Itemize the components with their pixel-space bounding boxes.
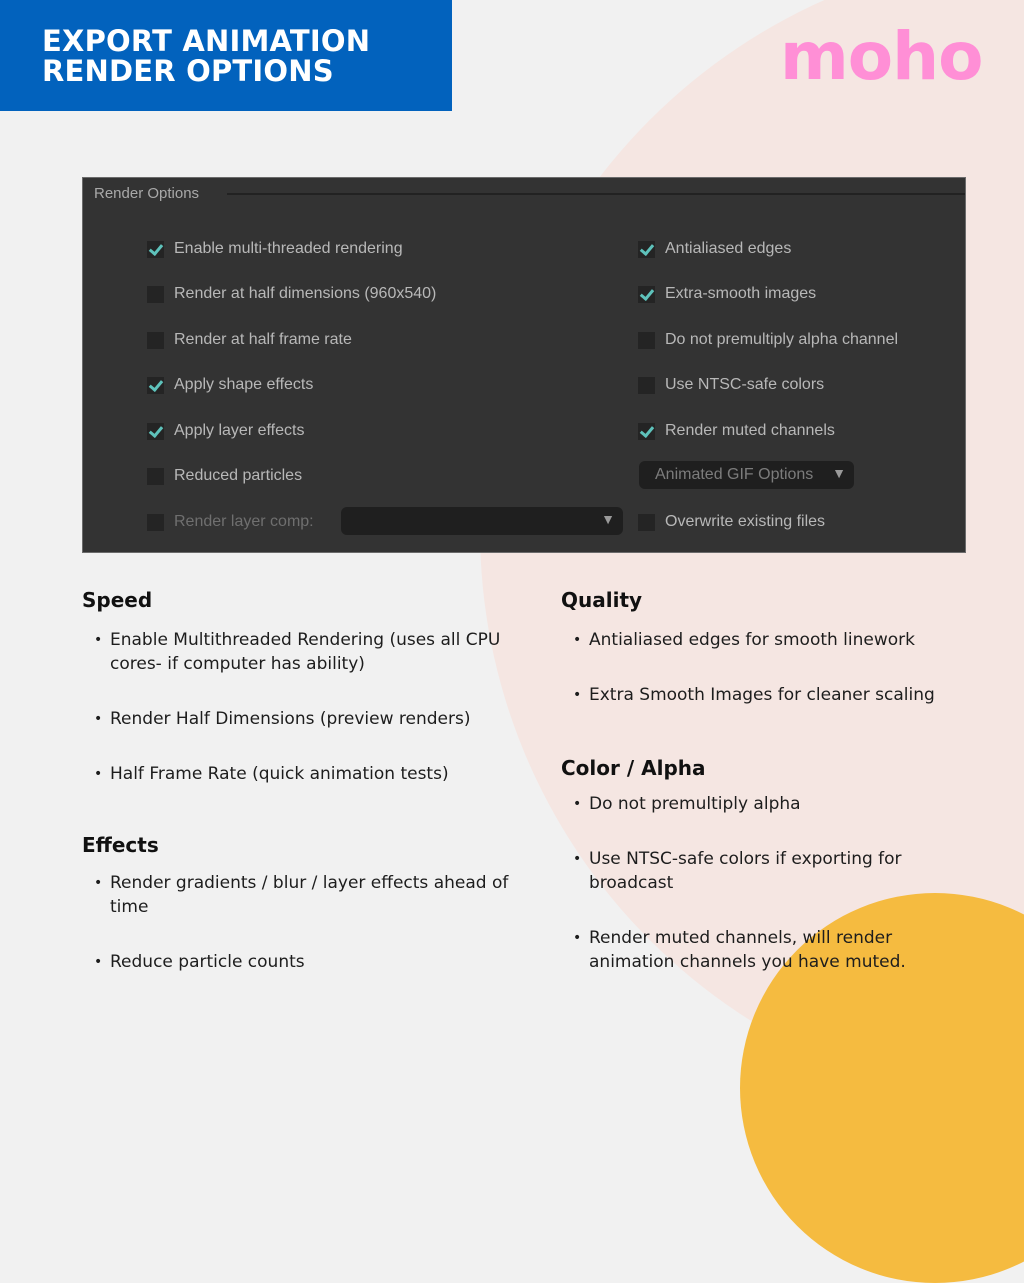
list-item: • Do not premultiply alpha xyxy=(561,792,921,816)
moho-logo: moho xyxy=(780,18,983,95)
checkbox-unchecked[interactable] xyxy=(638,332,655,349)
checkbox-checked[interactable] xyxy=(147,241,164,258)
quality-list xyxy=(561,628,981,738)
option-label: Enable multi-threaded rendering xyxy=(174,240,403,257)
option-reduced-particles[interactable] xyxy=(147,467,302,485)
option-label: Apply layer effects xyxy=(174,422,305,439)
chevron-down-icon: ▼ xyxy=(601,511,615,527)
render-options-panel xyxy=(82,177,966,553)
list-item: • Extra Smooth Images for cleaner scaling xyxy=(561,683,981,707)
list-item: • Render Half Dimensions (preview renders) xyxy=(82,707,512,731)
checkbox-unchecked[interactable] xyxy=(147,468,164,485)
option-label: Render at half frame rate xyxy=(174,331,352,348)
title-line-1: EXPORT ANIMATION xyxy=(42,24,371,58)
page-title xyxy=(42,26,370,86)
option-no-premultiply-alpha[interactable] xyxy=(638,331,898,349)
heading-speed: Speed xyxy=(82,588,153,612)
heading-effects: Effects xyxy=(82,833,159,857)
heading-color-alpha: Color / Alpha xyxy=(561,756,706,780)
option-label: Use NTSC-safe colors xyxy=(665,376,825,393)
list-item: • Half Frame Rate (quick animation tests) xyxy=(82,762,512,786)
checkbox-unchecked[interactable] xyxy=(147,514,164,531)
checkbox-unchecked[interactable] xyxy=(147,286,164,303)
option-label: Apply shape effects xyxy=(174,376,314,393)
checkbox-checked[interactable] xyxy=(638,423,655,440)
chevron-down-icon: ▼ xyxy=(832,465,846,481)
option-label: Antialiased edges xyxy=(665,240,792,257)
list-item: • Antialiased edges for smooth linework xyxy=(561,628,981,652)
option-render-layer-comp[interactable] xyxy=(147,513,314,531)
checkbox-checked[interactable] xyxy=(638,241,655,258)
panel-legend: Render Options xyxy=(94,185,207,202)
list-item: • Render gradients / blur / layer effects ahead of time xyxy=(82,871,512,919)
checkbox-unchecked[interactable] xyxy=(638,377,655,394)
option-label: Extra-smooth images xyxy=(665,285,817,302)
checkbox-unchecked[interactable] xyxy=(638,514,655,531)
option-overwrite-files[interactable] xyxy=(638,513,825,531)
speed-list xyxy=(82,628,512,817)
checkbox-unchecked[interactable] xyxy=(147,332,164,349)
option-half-frame-rate[interactable] xyxy=(147,331,352,349)
panel-divider xyxy=(227,193,965,195)
option-extra-smooth-images[interactable] xyxy=(638,285,816,303)
option-label: Do not premultiply alpha channel xyxy=(665,331,899,348)
layer-comp-dropdown[interactable] xyxy=(341,507,623,535)
option-half-dimensions[interactable] xyxy=(147,285,436,303)
option-multithreaded[interactable] xyxy=(147,240,403,258)
option-shape-effects[interactable] xyxy=(147,376,313,394)
option-ntsc-safe-colors[interactable] xyxy=(638,376,824,394)
title-banner xyxy=(0,0,452,111)
option-render-muted-channels[interactable] xyxy=(638,422,835,440)
title-line-2: RENDER OPTIONS xyxy=(42,54,334,88)
list-item: • Enable Multithreaded Rendering (uses all CPU cores- if computer has ability) xyxy=(82,628,512,676)
option-layer-effects[interactable] xyxy=(147,422,304,440)
option-label: Overwrite existing files xyxy=(665,513,826,530)
checkbox-checked[interactable] xyxy=(147,377,164,394)
heading-quality: Quality xyxy=(561,588,643,612)
option-label: Render layer comp: xyxy=(174,513,314,530)
effects-list xyxy=(82,871,512,1005)
gif-options-label: Animated GIF Options xyxy=(655,466,814,483)
option-label: Reduced particles xyxy=(174,467,303,484)
color-alpha-list xyxy=(561,792,921,1005)
animated-gif-options-button[interactable] xyxy=(639,461,854,489)
checkbox-checked[interactable] xyxy=(638,286,655,303)
list-item: • Reduce particle counts xyxy=(82,950,512,974)
list-item: • Use NTSC-safe colors if exporting for broadcast xyxy=(561,847,921,895)
option-label: Render muted channels xyxy=(665,422,835,439)
list-item: • Render muted channels, will render animation channels you have muted. xyxy=(561,926,921,974)
option-label: Render at half dimensions (960x540) xyxy=(174,285,437,302)
option-antialiased-edges[interactable] xyxy=(638,240,791,258)
checkbox-checked[interactable] xyxy=(147,423,164,440)
